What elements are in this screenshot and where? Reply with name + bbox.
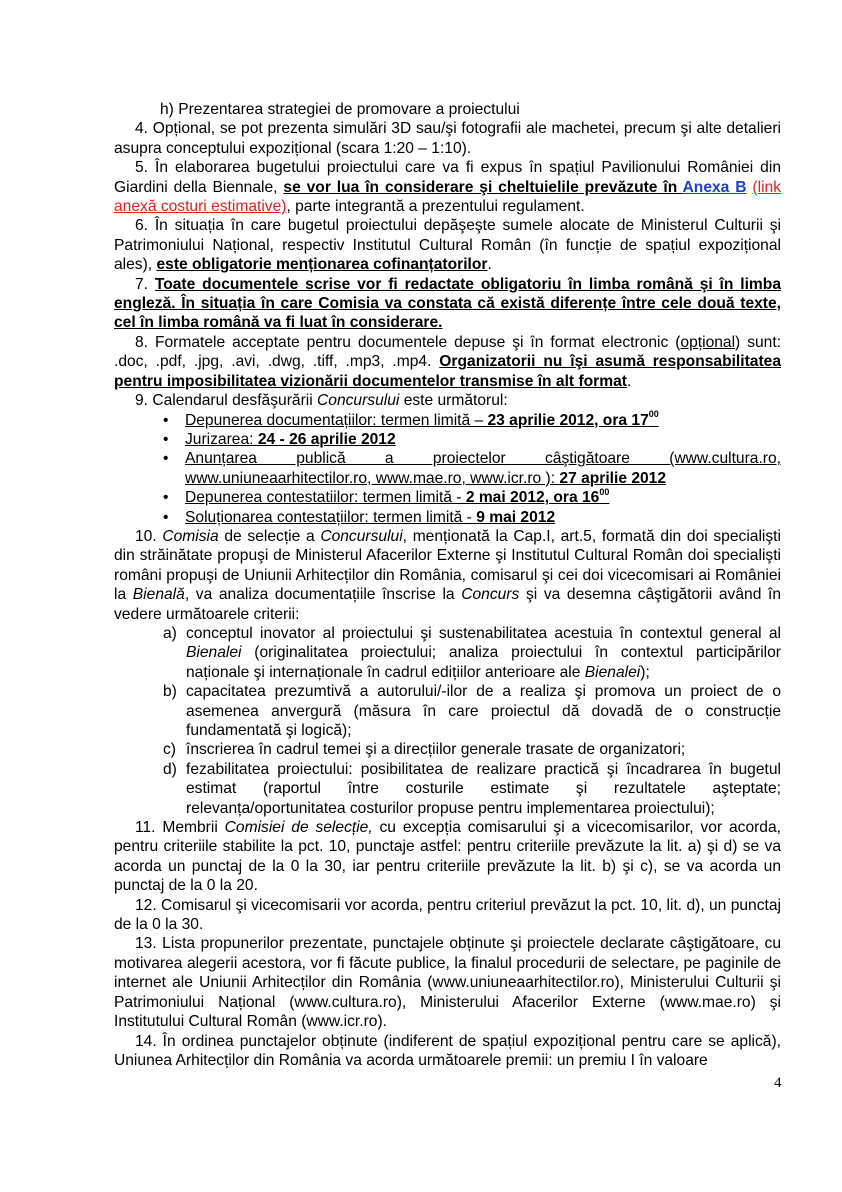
- paragraph-10-number: 10.: [135, 527, 163, 545]
- paragraph-10-text: de selecție a: [218, 527, 321, 545]
- page-number: 4: [774, 1075, 782, 1091]
- calendar-date: 9 mai 2012: [476, 508, 556, 526]
- cost-annex-link[interactable]: (link anexă costuri estimative): [114, 178, 781, 216]
- paragraph-4: 4. Opțional, se pot prezenta simulări 3D sau/şi fotografii ale machetei, precum şi alte detalieri asupra conceptului expozițional (scara 1:20 – 1:10).: [114, 120, 781, 157]
- paragraph-10-text: şi va desemna câştigătorii având în vedere următoarele criterii:: [114, 586, 781, 623]
- criteria-text: conceptul inovator al proiectului şi sustenabilitatea acestuia în contextul general al: [186, 624, 781, 642]
- paragraph-6-text: 6. În situația în care bugetul proiectului depăşeşte sumele alocate de Ministerul Culturii şi Patrimoniului Național, respectiv Institutul Cultural Român (în funcție de spațiul expozițional ales),: [114, 217, 781, 274]
- criteria-italic: Bienalei: [186, 644, 242, 662]
- calendar-time-sup: 00: [648, 409, 659, 420]
- bullet-icon: •: [163, 508, 169, 526]
- paragraph-11-text: cu excepția comisarului şi a vicecomisarilor, vor acorda, pentru criteriile stabilite la pct. 10, punctaje astfel: pentru criteriile prevăzute la lit. a) şi d) se va acorda un punctaj de la 0 la 30, iar pentru criteriile prevăzute la lit. b) şi c), se va acorda un punctaj de la 0 la 20.: [114, 819, 781, 895]
- list-item: [163, 488, 781, 507]
- paragraph-6-bold: este obligatorie menționarea cofinanțatorilor: [156, 256, 488, 274]
- criteria-text: (originalitatea proiectului; analiza proiectului în contextul participărilor naționale şi internaționale în cadrul edițiilor anterioare ale: [186, 644, 781, 681]
- paragraph-9-end: este următorul:: [399, 392, 508, 410]
- paragraph-7-bold: Toate documentele scrise vor fi redactate obligatoriu în limba română şi în limba engleză. În situația în care Comisia va constata că există diferențe între cele două texte, cel în limba română va fi luat în considerare.: [114, 275, 781, 332]
- paragraph-10-italic: Concursului: [320, 527, 403, 545]
- criteria-marker: b): [163, 683, 177, 701]
- paragraph-8-formats: ) sunt: .doc, .pdf, .jpg, .avi, .dwg, .tiff, .mp3, .mp4.: [114, 333, 781, 371]
- calendar-label: Anunțarea publică a proiectelor câştigătoare (www.cultura.ro, www.uniuneaarhitectilor.ro, www.mae.ro, www.icr.ro ):: [185, 450, 781, 487]
- calendar-list: [114, 411, 781, 527]
- criteria-text: );: [640, 663, 650, 681]
- item-h: h) Prezentarea strategiei de promovare a proiectului: [160, 101, 520, 118]
- paragraph-8-optional: opțional: [680, 333, 736, 351]
- paragraph-5-text: 5. În elaborarea bugetului proiectului care va fi expus în spațiul Pavilionului României din Giardini della Biennale,: [114, 159, 781, 196]
- calendar-label: Soluționarea contestațiilor: termen limită -: [185, 508, 477, 526]
- paragraph-8-end: .: [626, 372, 632, 390]
- paragraph-10-italic: Concurs: [461, 586, 520, 604]
- calendar-time-sup: 00: [599, 486, 610, 497]
- paragraph-11-italic: Comisiei de selecție,: [224, 819, 373, 837]
- criteria-list: [114, 624, 781, 818]
- paragraph-9: [114, 391, 781, 410]
- bullet-icon: •: [163, 411, 169, 429]
- paragraph-5-bold: se vor lua în considerare şi cheltuielile prevăzute în: [283, 178, 683, 196]
- criteria-text: fezabilitatea proiectului: posibilitatea de realizare practică şi încadrarea în bugetul estimat (raportul între costurile estimate şi rezultatele aşteptate; relevanța/oportunitatea costurilor propuse pentru implementarea proiectului);: [186, 760, 781, 817]
- list-item: [163, 740, 781, 759]
- paragraph-8-bold: Organizatorii nu îşi asumă responsabilitatea pentru imposibilitatea vizionării documentelor transmise în alt format: [114, 353, 782, 390]
- list-item: [163, 411, 781, 430]
- calendar-label: Depunerea documentațiilor: termen limită –: [185, 411, 488, 429]
- paragraph-10-italic: Bienală: [132, 586, 185, 604]
- calendar-label: Jurizarea:: [185, 430, 258, 448]
- bullet-icon: •: [163, 489, 169, 507]
- paragraph-13: 13. Lista propunerilor prezentate, punctajele obținute şi proiectele declarate câştigătoare, cu motivarea alegerii acestora, vor fi făcute publice, la finalul procedurii de selectare, pe paginile de internet ale Uniunii Arhitecților din România (www.uniuneaarhitectilor.ro), Ministerului Culturii şi Patrimoniului Național (www.cultura.ro), Ministerului Afacerilor Externe (www.mae.ro) şi Institutului Cultural Român (www.icr.ro).: [114, 935, 781, 1031]
- calendar-date: 2 mai 2012, ora 16: [465, 489, 600, 507]
- calendar-date: 23 aprilie 2012, ora 17: [487, 411, 649, 429]
- list-item: [163, 682, 781, 740]
- list-item: [163, 430, 781, 449]
- paragraph-10: [114, 527, 781, 624]
- bullet-icon: •: [163, 430, 169, 448]
- paragraph-11-text: 11. Membrii: [135, 819, 225, 837]
- paragraph-5-end: , parte integrantă a prezentului regulament.: [286, 198, 585, 216]
- calendar-label: Depunerea contestatiilor: termen limită -: [185, 489, 466, 507]
- criteria-marker: c): [163, 741, 176, 759]
- paragraph-11: [114, 818, 781, 896]
- paragraph-10-text: , va analiza documentațiile înscrise la: [184, 586, 462, 604]
- paragraph-12: 12. Comisarul şi vicecomisarii vor acorda, pentru criteriul prevăzut la pct. 10, lit. d), un punctaj de la 0 la 30.: [114, 896, 781, 934]
- list-item: [163, 449, 781, 488]
- page-content: [114, 100, 781, 1070]
- paragraph-7: [114, 275, 781, 333]
- list-item: [163, 760, 781, 818]
- paragraph-10-text: , menționată la Cap.I, art.5, formată din doi specialişti din străinătate propuşi de Ministerul Afacerilor Externe şi Institutul Cultural Român doi specialişti români propuşi de Uniunii Arhitecților din România, comisarul şi cei doi vicecomisari ai României la: [114, 527, 781, 604]
- paragraph-7-number: 7.: [135, 275, 155, 293]
- paragraph-10-italic: Comisia: [162, 527, 219, 545]
- paragraph-5: [114, 158, 781, 216]
- paragraph-6: [114, 216, 781, 274]
- paragraph-9-italic: Concursului: [317, 392, 400, 410]
- paragraph-8-text: 8. Formatele acceptate pentru documentele depuse şi în format electronic (: [135, 333, 681, 351]
- list-item: [163, 624, 781, 682]
- criteria-text: înscrierea în cadrul temei şi a direcțiilor generale trasate de organizatori;: [186, 741, 686, 759]
- calendar-date: 24 - 26 aprilie 2012: [257, 430, 396, 448]
- paragraph-8: [114, 333, 781, 391]
- criteria-italic: Bienalei: [584, 663, 641, 681]
- criteria-text: capacitatea prezumtivă a autorului/-ilor de a realiza şi promova un proiect de o asemenea anvergură (măsura în care proiectul dă dovadă de o construcție fundamentată şi logică);: [186, 683, 781, 739]
- paragraph-14: 14. În ordinea punctajelor obținute (indiferent de spațiul expozițional pentru care se aplică), Uniunea Arhitecților din România va acorda următoarele premii: un premiu I în valoare: [114, 1032, 781, 1069]
- paragraph-9-text: 9. Calendarul desfăşurării: [135, 392, 318, 410]
- bullet-icon: •: [163, 450, 169, 468]
- criteria-marker: d): [163, 760, 177, 778]
- criteria-marker: a): [163, 624, 177, 642]
- paragraph-6-end: .: [487, 256, 492, 274]
- calendar-date: 27 aprilie 2012: [559, 469, 667, 487]
- annex-b-link[interactable]: Anexa B: [682, 178, 747, 196]
- list-item: [163, 508, 781, 527]
